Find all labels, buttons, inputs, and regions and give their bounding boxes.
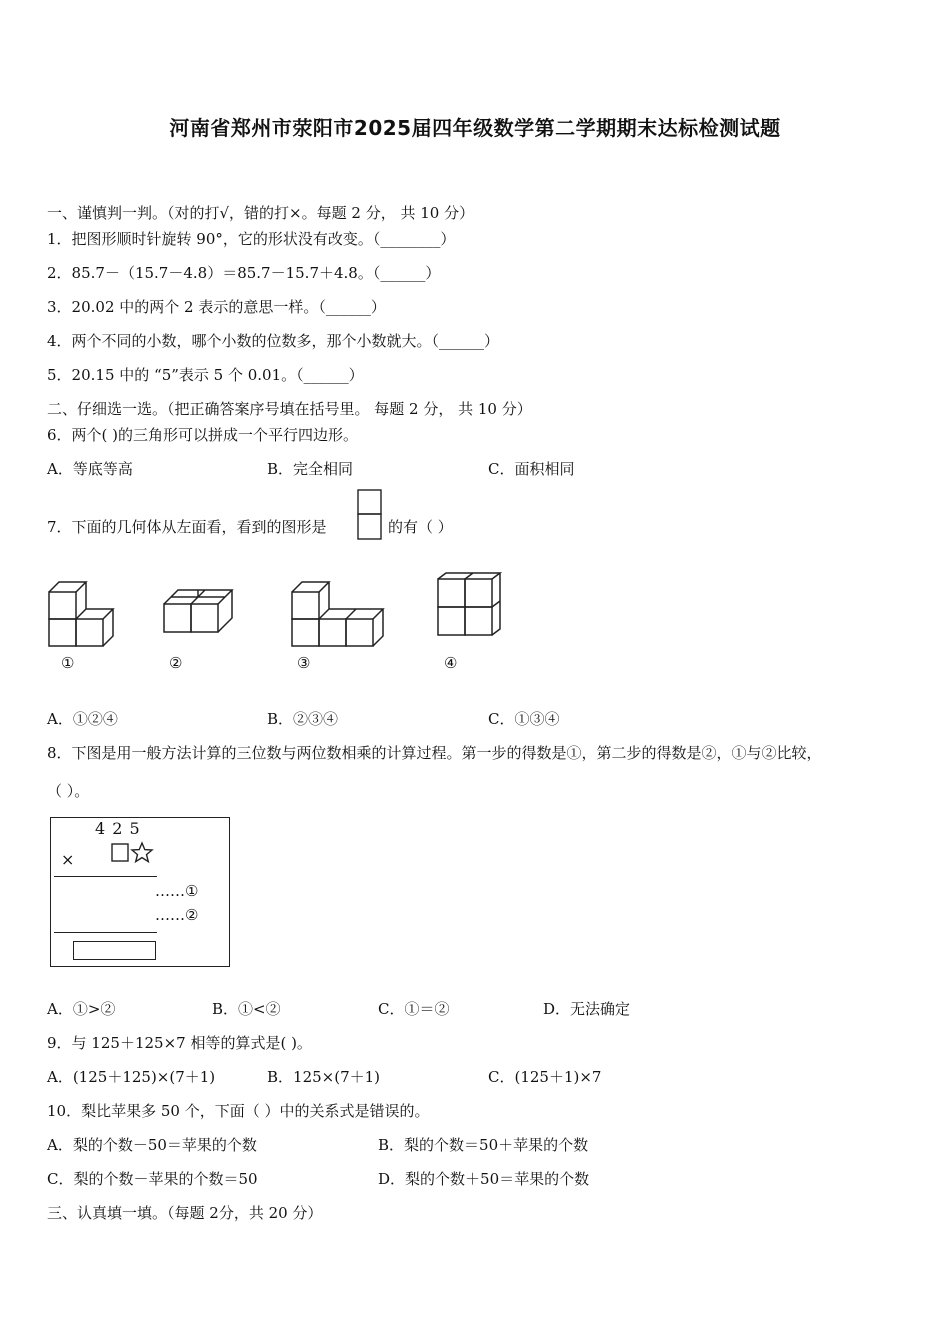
section-3-heading: 三、认真填一填。（每题 2分，共 20 分） — [47, 1204, 323, 1222]
multiplication-figure — [50, 817, 230, 967]
q10-option-a: A．梨的个数－50＝苹果的个数 — [47, 1136, 257, 1154]
question-3: 3．20.02 中的两个 2 表示的意思一样。（______） — [47, 298, 386, 316]
step-1-marker: ……① — [155, 882, 199, 900]
q8-option-d: D．无法确定 — [543, 1000, 631, 1018]
times-sign: × — [61, 850, 75, 869]
solid-label-2: ② — [169, 654, 183, 672]
question-8-line-1: 8．下图是用一般方法计算的三位数与两位数相乘的计算过程。第一步的得数是①，第二步的得数是②，①与②比较， — [47, 744, 822, 762]
q8-option-b: B．①<② — [212, 1000, 281, 1018]
section-1-heading: 一、谨慎判一判。（对的打√，错的打×。每题 2 分， 共 10 分） — [47, 204, 475, 222]
q7-option-c: C．①③④ — [488, 710, 560, 728]
q8-option-c: C．①＝② — [378, 1000, 450, 1018]
question-1: 1．把图形顺时针旋转 90°，它的形状没有改变。（________） — [47, 230, 456, 248]
solid-label-1: ① — [61, 654, 75, 672]
question-6: 6．两个( )的三角形可以拼成一个平行四边形。 — [47, 426, 359, 444]
question-8-line-2: （ ）。 — [47, 782, 90, 800]
multiplicand: 4 2 5 — [95, 819, 141, 838]
q9-option-b: B．125×(7＋1) — [267, 1068, 381, 1086]
page-title: 河南省郑州市荥阳市2025届四年级数学第二学期期末达标检测试题 — [169, 116, 781, 140]
question-7-text: 7．下面的几何体从左面看，看到的图形是 — [47, 518, 327, 536]
q6-option-c: C．面积相同 — [488, 460, 575, 478]
q10-option-c: C．梨的个数－苹果的个数＝50 — [47, 1170, 258, 1188]
q9-option-c: C．(125＋1)×7 — [488, 1068, 602, 1086]
left-view-shape-icon — [357, 489, 383, 541]
question-5: 5．20.15 中的 “5”表示 5 个 0.01。（______） — [47, 366, 364, 384]
solid-figure-4 — [436, 571, 502, 639]
q10-option-d: D．梨的个数＋50＝苹果的个数 — [378, 1170, 590, 1188]
square-star-icon — [111, 842, 155, 864]
question-4: 4．两个不同的小数，哪个小数的位数多，那个小数就大。（______） — [47, 332, 500, 350]
q7-option-a: A．①②④ — [47, 710, 118, 728]
q6-option-a: A．等底等高 — [47, 460, 133, 478]
result-box — [73, 941, 156, 960]
q10-option-b: B．梨的个数＝50＋苹果的个数 — [378, 1136, 589, 1154]
solid-label-3: ③ — [297, 654, 311, 672]
question-10: 10．梨比苹果多 50 个，下面（ ）中的关系式是错误的。 — [47, 1102, 430, 1120]
question-2: 2．85.7－（15.7－4.8）＝85.7－15.7＋4.8。（______） — [47, 264, 441, 282]
solid-figure-2 — [162, 586, 237, 636]
step-2-marker: ……② — [155, 906, 199, 924]
solid-label-4: ④ — [444, 654, 458, 672]
question-7-text-end: 的有（ ） — [388, 518, 453, 536]
divider-line-2 — [54, 932, 157, 933]
q6-option-b: B．完全相同 — [267, 460, 354, 478]
question-9: 9．与 125＋125×7 相等的算式是( )。 — [47, 1034, 312, 1052]
solid-figure-1 — [47, 578, 117, 648]
q8-option-a: A．①>② — [47, 1000, 116, 1018]
divider-line-1 — [54, 876, 157, 877]
section-2-heading: 二、仔细选一选。（把正确答案序号填在括号里。 每题 2 分， 共 10 分） — [47, 400, 532, 418]
q7-option-b: B．②③④ — [267, 710, 339, 728]
q9-option-a: A．(125＋125)×(7＋1) — [47, 1068, 216, 1086]
solid-figure-3 — [290, 578, 382, 648]
